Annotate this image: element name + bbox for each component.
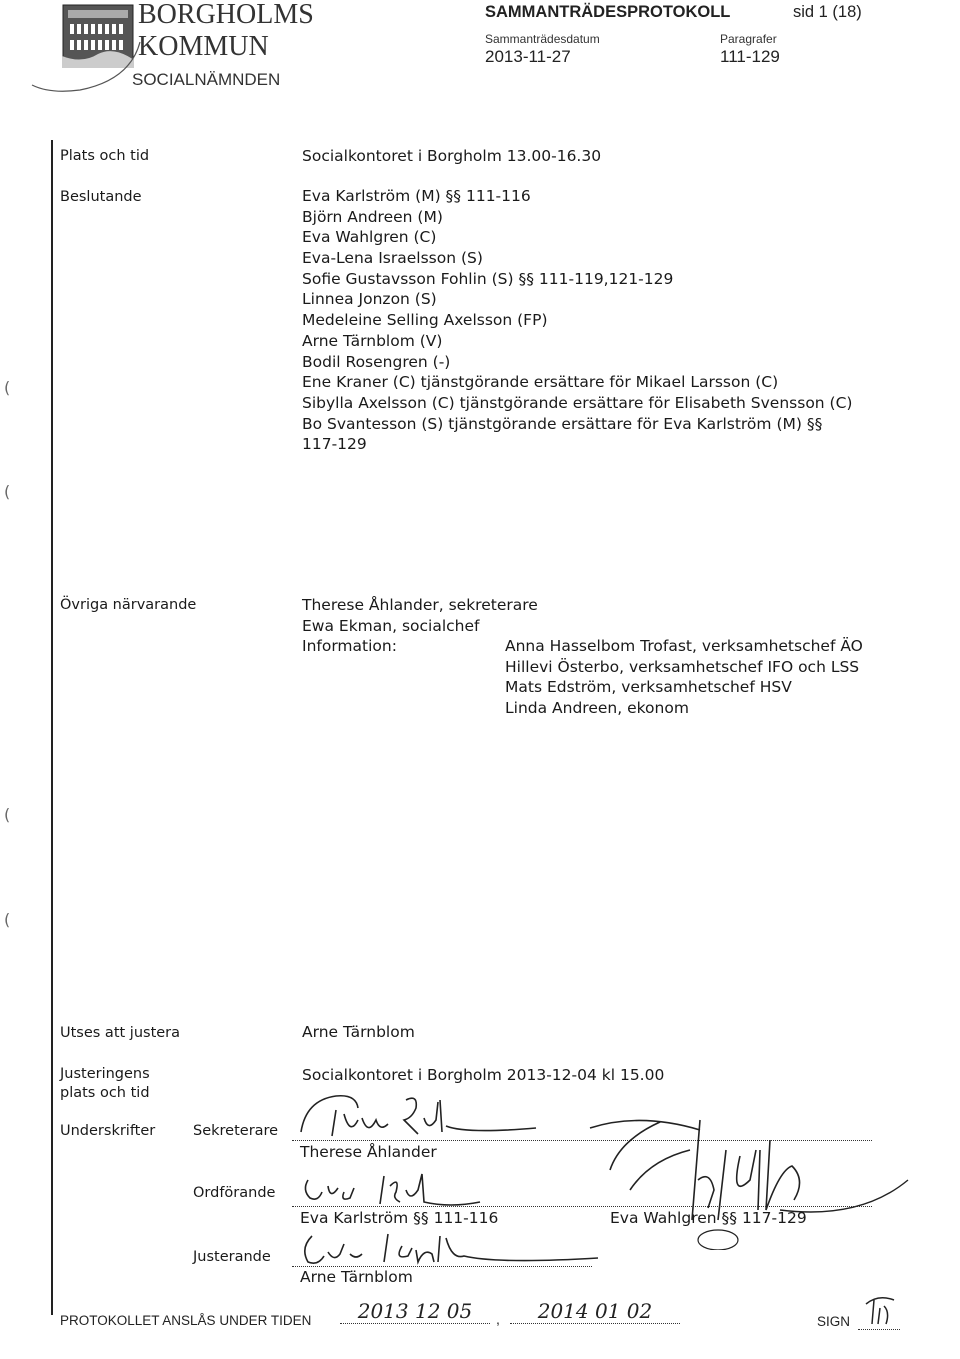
sign-initials: [860, 1290, 900, 1330]
plats-label: Plats och tid: [60, 148, 150, 164]
list-item: Bo Svantesson (S) tjänstgörande ersättare för Eva Karlström (M) §§: [302, 414, 823, 433]
list-item: Eva Wahlgren (C): [302, 228, 437, 247]
justerande-name: Arne Tärnblom: [300, 1268, 413, 1286]
page-number: sid 1 (18): [793, 3, 862, 21]
list-item: Linnea Jonzon (S): [302, 290, 437, 309]
scan-mark: (: [4, 482, 11, 501]
org-department: SOCIALNÄMNDEN: [132, 70, 281, 89]
list-item: Ene Kraner (C) tjänstgörande ersättare för Mikael Larsson (C): [302, 373, 779, 392]
justering-label-2: plats och tid: [60, 1085, 150, 1101]
list-item: Anna Hasselbom Trofast, verksamhetschef ÄO: [505, 637, 863, 655]
meeting-date-label: Sammanträdesdatum: [485, 32, 600, 46]
paragraphs-range: 111-129: [720, 47, 780, 66]
list-item: Mats Edström, verksamhetschef HSV: [505, 678, 792, 697]
sekreterare-label: Sekreterare: [193, 1123, 279, 1139]
anslas-to-date: 2014 01 02: [510, 1299, 680, 1324]
list-item: Arne Tärnblom (V): [302, 331, 443, 350]
ordforande2-signature: [580, 1110, 910, 1250]
list-item: 117-129: [302, 435, 367, 454]
ovriga-list: [302, 595, 538, 657]
sekreterare-name: Therese Åhlander: [300, 1143, 437, 1161]
beslutande-list: [302, 186, 852, 455]
ordforande-signature: [300, 1168, 500, 1212]
list-item: Medeleine Selling Axelsson (FP): [302, 311, 548, 330]
meeting-date: 2013-11-27: [485, 47, 571, 66]
list-item: Eva Karlström (M) §§ 111-116: [302, 187, 531, 205]
list-item: Eva-Lena Israelsson (S): [302, 249, 483, 268]
anslas-label: PROTOKOLLET ANSLÅS UNDER TIDEN: [60, 1313, 312, 1328]
paragraphs-label: Paragrafer: [720, 32, 777, 46]
list-item: Ewa Ekman, socialchef: [302, 616, 480, 635]
org-name-line2: KOMMUN: [138, 31, 269, 62]
beslutande-label: Beslutande: [60, 189, 142, 205]
list-item: Therese Åhlander, sekreterare: [302, 596, 538, 614]
ordforande-name: Eva Karlström §§ 111-116: [300, 1209, 499, 1227]
list-item: Sofie Gustavsson Fohlin (S) §§ 111-119,121-129: [302, 269, 674, 288]
underskrifter-label: Underskrifter: [60, 1123, 156, 1139]
logo-swoosh: [30, 40, 150, 100]
list-item: Sibylla Axelsson (C) tjänstgörande ersättare för Elisabeth Svensson (C): [302, 393, 853, 412]
list-item: Linda Andreen, ekonom: [505, 699, 689, 718]
date-separator: ,: [496, 1311, 500, 1327]
ordforande2-name: Eva Wahlgren §§ 117-129: [610, 1209, 807, 1227]
list-item: Björn Andreen (M): [302, 207, 443, 226]
margin-rule: [51, 140, 53, 1315]
plats-value: Socialkontoret i Borgholm 13.00-16.30: [302, 147, 602, 165]
justerande-label: Justerande: [193, 1249, 271, 1265]
anslas-from-date: 2013 12 05: [340, 1299, 490, 1324]
list-item: Bodil Rosengren (-): [302, 352, 451, 371]
sekreterare-signature: [296, 1090, 546, 1142]
document-type: SAMMANTRÄDESPROTOKOLL: [485, 3, 731, 21]
sign-label: SIGN: [817, 1314, 851, 1329]
org-name-line1: BORGHOLMS: [138, 0, 314, 30]
justering-value: Socialkontoret i Borgholm 2013-12-04 kl 15.00: [302, 1066, 665, 1084]
justerande-signature: [298, 1226, 598, 1270]
ovriga-label: Övriga närvarande: [60, 597, 197, 613]
justering-label-1: Justeringens: [60, 1066, 150, 1082]
information-list: [505, 636, 863, 719]
utses-value: Arne Tärnblom: [302, 1023, 415, 1041]
list-item: Hillevi Österbo, verksamhetschef IFO och LSS: [505, 657, 860, 676]
information-label: Information:: [302, 637, 397, 656]
ordforande-label: Ordförande: [193, 1185, 276, 1201]
utses-label: Utses att justera: [60, 1025, 181, 1041]
scan-mark: (: [4, 805, 11, 824]
scan-mark: (: [4, 910, 11, 929]
scan-mark: (: [4, 378, 11, 397]
